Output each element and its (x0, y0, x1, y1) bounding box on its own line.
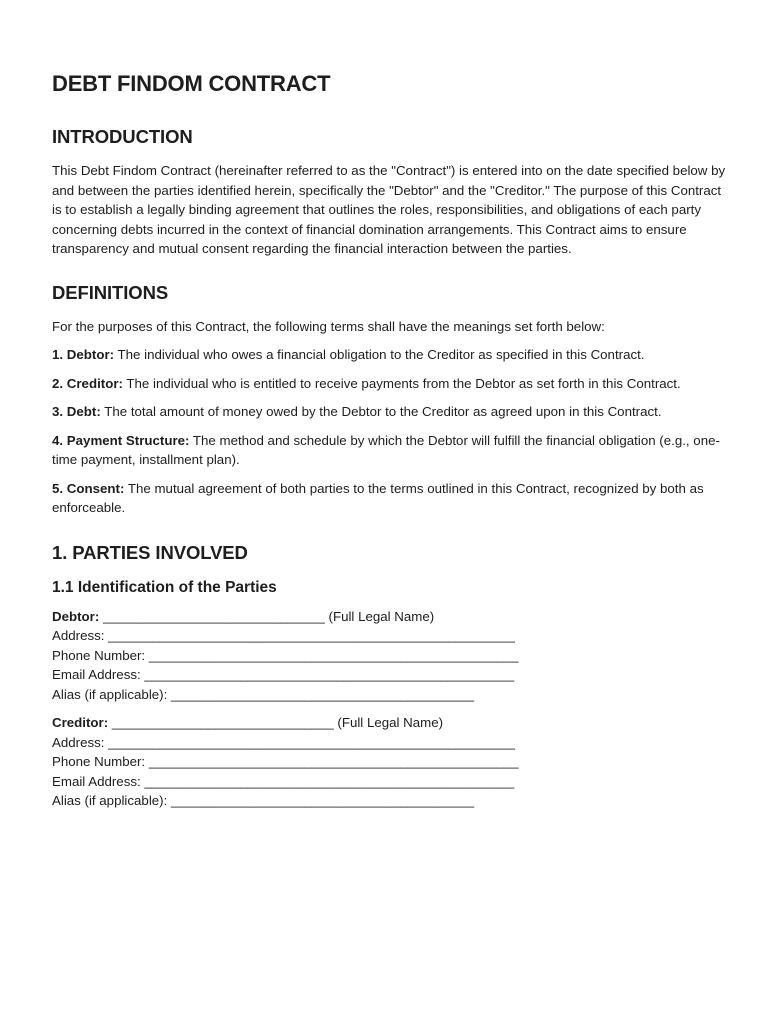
debtor-block (52, 607, 730, 705)
debtor-name-line: ______________________________ (Full Legal Name) (99, 608, 435, 624)
definition-item (52, 479, 730, 518)
debtor-phone-field[interactable]: Phone Number: __________________________________________________ (52, 647, 519, 663)
definition-term: 3. Debt: (52, 404, 101, 419)
definition-item (52, 402, 730, 422)
creditor-phone-field[interactable]: Phone Number: __________________________________________________ (52, 754, 519, 769)
creditor-address-field[interactable]: Address: _______________________________________________________ (52, 734, 515, 750)
creditor-alias-field[interactable]: Alias (if applicable): _________________________________________ (52, 793, 475, 808)
definition-term: 4. Payment Structure: (52, 432, 190, 448)
section-spacer (52, 527, 730, 541)
definition-item (52, 345, 730, 365)
parties-subheading: 1.1 Identification of the Parties (52, 578, 277, 596)
definition-text: The individual who owes a financial obligation to the Creditor as specified in this Contract. (114, 347, 645, 362)
creditor-label: Creditor: (52, 715, 109, 730)
definition-text: The individual who is entitled to receive payments from the Debtor as set forth in this Contract. (122, 375, 681, 391)
definition-text: The method and schedule by which the Debtor will fulfill the financial obligation (e.g., one-time payment, installment plan). (52, 432, 720, 467)
definition-item (52, 431, 730, 470)
creditor-name-line: ______________________________ (Full Legal Name) (108, 715, 444, 730)
creditor-email-field[interactable]: Email Address: __________________________________________________ (52, 773, 515, 789)
document-title: DEBT FINDOM CONTRACT (52, 71, 331, 96)
definition-text: The total amount of money owed by the Debtor to the Creditor as agreed upon in this Contract. (100, 404, 662, 419)
definition-text: The mutual agreement of both parties to the terms outlined in this Contract, recognized by both as enforceable. (52, 480, 704, 515)
introduction-heading: INTRODUCTION (52, 126, 193, 147)
definition-term: 1. Debtor: (52, 347, 115, 362)
definition-term: 5. Consent: (52, 480, 125, 496)
debtor-name-field[interactable] (52, 607, 730, 627)
definition-item (52, 374, 730, 394)
definition-term: 2. Creditor: (52, 375, 123, 391)
creditor-block (52, 713, 730, 811)
definitions-lead: For the purposes of this Contract, the following terms shall have the meanings set forth below: (52, 318, 605, 334)
introduction-body: This Debt Findom Contract (hereinafter referred to as the "Contract") is entered into on the date specified below by and between the parties identified herein, specifically the "Debtor" and the "Creditor." The purpose of this Contract is to establish a legally binding agreement that outlines the roles, responsibilities, and obligations of each party concerning debts incurred in the context of financial domination arrangements. This Contract aims to ensure transparency and mutual consent regarding the financial interaction between the parties. (52, 163, 726, 256)
debtor-address-field[interactable]: Address: _______________________________________________________ (52, 628, 515, 643)
debtor-email-field[interactable]: Email Address: __________________________________________________ (52, 667, 515, 682)
debtor-alias-field[interactable]: Alias (if applicable): _________________________________________ (52, 686, 475, 702)
debtor-label: Debtor: (52, 608, 100, 624)
parties-heading: 1. PARTIES INVOLVED (52, 541, 248, 563)
definitions-heading: DEFINITIONS (52, 281, 169, 303)
creditor-name-field[interactable] (52, 713, 730, 733)
